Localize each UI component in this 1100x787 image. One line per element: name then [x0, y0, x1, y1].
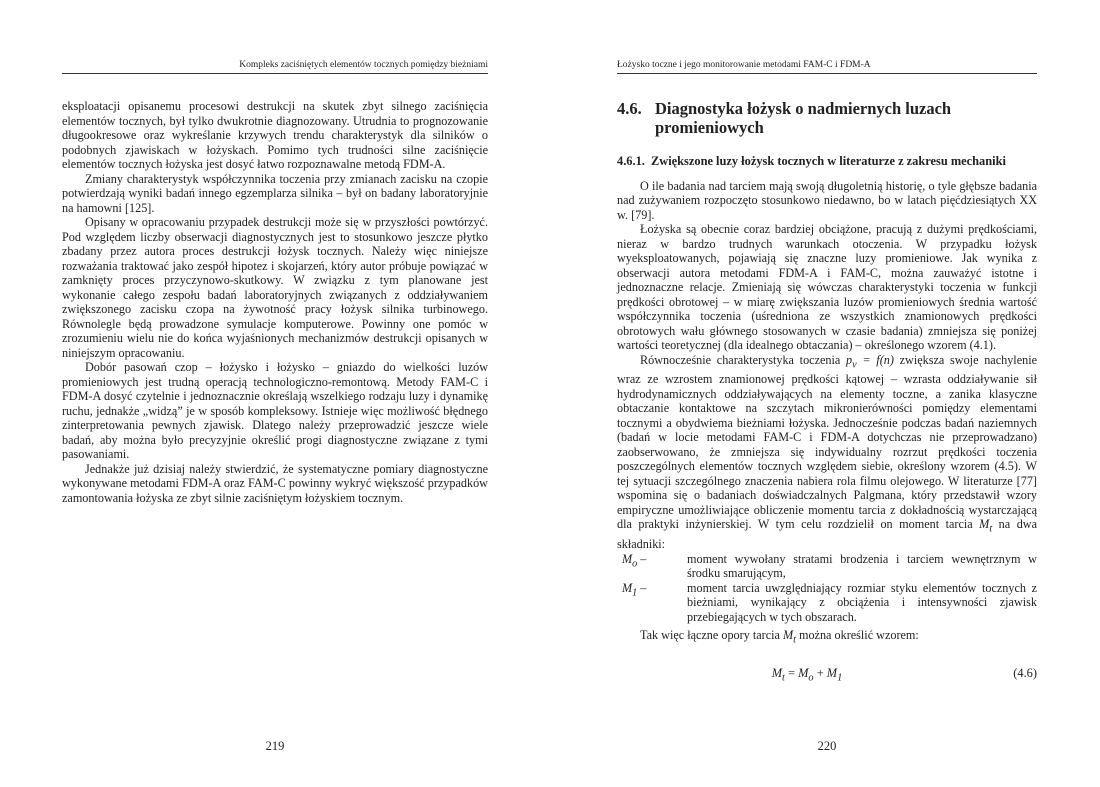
- definition-item: $M_o$ – moment wywołany stratami brodzenia i tarciem wewnętrznym w środku smarującym,: [622, 551, 1037, 581]
- subsection-title: Zwiększone luzy łożysk tocznych w literaturze z zakresu mechaniki: [651, 154, 1006, 168]
- paragraph: Dobór pasowań czop – łożysko i łożysko – gniazdo do wielkości luzów promieniowych jest trudną operacją technologiczno-remontową. Metody FAM-C i FDM-A dosyć czytelnie i jednoznacznie określają wszelkiego rodzaju luzy i dynamikę ruchu, jednakże „widzą” je w sposób kompleksowy. Istnieje więc możliwość błędnego zinterpretowania pewnych zjawisk. Dlatego należy przeprowadzić jeszcze wiele badań, aby można było precyzyjnie określić progi diagnostyczne związane z tymi pasowaniami.: [62, 360, 488, 461]
- paragraph: O ile badania nad tarciem mają swoją długoletnią historię, o tyle głębsze badania nad zużywaniem rozpoczęto stosunkowo niedawno, bo w latach pięćdziesiątych XX w. [79].: [617, 178, 1037, 222]
- subsection-heading: [617, 154, 1037, 169]
- equation: [617, 666, 1037, 685]
- running-header-right: Łożysko toczne i jego monitorowanie metodami FAM-C i FDM-A: [617, 60, 1037, 74]
- formula-pv: $p_v = f(n)$: [846, 352, 894, 370]
- section-title: Diagnostyka łożysk o nadmiernych luzach promieniowych: [655, 99, 952, 137]
- left-page: [62, 0, 488, 787]
- paragraph: Równocześnie charakterystyka toczenia $p_v = f(n)$ zwiększa swoje nachylenie wraz ze wzrostem znamionowej prędkości kątowej – wzrasta oddziaływanie sił hydrodynamicznych oddziaływających na elementy toczne, a zanika klasyczne obtaczanie kontaktowe na szczytach mikronierówności pomiędzy elementami tocznymi a obydwiema bieżniami łożyska. Jednocześnie podczas badań naziemnych (badań w locie metodami FAM-C i FDM-A dotychczas nie przeprowadzano) zaobserwowano, że zmniejsza się indywidualny rozrzut prędkości toczenia poszczególnych elementów tocznych względem siebie, określony wzorem (4.5). W tej sytuacji szczególnego znaczenia nabiera rola filmu olejowego. W literaturze [77] wspomina się o badaniach doświadczalnych Palgmana, który przedstawił wzory empiryczne umożliwiające obliczenie momentu tarcia z dokładnością wystarczającą dla praktyki inżynierskiej. W tym celu rozdzielił on moment tarcia $M_t$ na dwa składniki:: [617, 352, 1037, 552]
- definition-item: $M_1$ – moment tarcia uwzględniający rozmiar styku elementów tocznych z bieżniami, wynikający z obciążenia i intensywności zjawisk przebiegających w tych obszarach.: [622, 580, 1037, 624]
- section-heading: [617, 99, 1037, 137]
- paragraph: Jednakże już dzisiaj należy stwierdzić, że systematyczne pomiary diagnostyczne wykonywane metodami FDM-A oraz FAM-C powinny wykryć większość przypadków zamontowania łożyska ze zbyt silnie zaciśniętym łożyskiem tocznym.: [62, 461, 488, 505]
- right-page-body: [617, 99, 1037, 686]
- definition-list: [617, 552, 1037, 625]
- equation-number: (4.6): [1013, 666, 1037, 681]
- equation-formula: $M_t = M_o + M_1$: [771, 666, 843, 684]
- symbol-mt: $M_t$: [979, 517, 993, 535]
- paragraph: Zmiany charakterystyk współczynnika toczenia przy zmianach zacisku na czopie potwierdzają wyniki badań innego egzemplarza silnika – był on badany laboratoryjnie na hamowni [125].: [62, 171, 488, 215]
- paragraph: eksploatacji opisanemu procesowi destrukcji na skutek zbyt silnego zaciśnięcia elementów tocznych, był tylko dwukrotnie diagnozowany. Utrudnia to prognozowanie długookresowe oraz wykreślanie krzywych trendu charakterystyk dla silników o podobnych zjawiskach w łożyskach. Pomimo tych trudności silne zaciśnięcie elementów tocznych łożyska jest dosyć łatwo rozpoznawalne metodą FDM-A.: [62, 99, 488, 171]
- page-number-left: 219: [265, 739, 285, 753]
- page-number-right: 220: [817, 739, 837, 753]
- section-number: 4.6.: [617, 99, 642, 118]
- paragraph: Tak więc łączne opory tarcia $M_t$ można określić wzorem:: [640, 628, 919, 646]
- paragraph: Łożyska są obecnie coraz bardziej obciążone, pracują z dużymi prędkościami, nieraz w bardzo trudnych warunkach otoczenia. W przypadku łożysk wyeksploatowanych, pojawiają się znaczne luzy promieniowe. Jak wynika z obserwacji autora metodami FDM-A i FAM-C, można zauważyć istotne i jednoznaczne relacje. Zmieniają się wówczas charakterystyki toczenia w funkcji prędkości obrotowej – w miarę zwiększania luzów promieniowych średnia wartość współczynnika toczenia (uśredniona ze wszystkich znamionowych prędkości obrotowych wału głównego stosowanych w czasie badania) zmniejsza się poniżej wartości teoretycznej (dla idealnego obtaczania) – określonego wzorem (4.1).: [617, 222, 1037, 352]
- symbol-mt: $M_t$: [782, 628, 796, 646]
- paragraph: Opisany w opracowaniu przypadek destrukcji może się w przyszłości powtórzyć. Pod względem liczby obserwacji diagnostycznych jest to stosunkowo jeszcze płytko zbadany przez autora proces destrukcji łożysk tocznych. Należy więc niniejsze rozważania traktować jako zespół hipotez i skojarzeń, który autor próbuje powiązać w zamknięty proces przyczynowo-skutkowy. W związku z tym planowane jest wykonanie całego zespołu badań laboratoryjnych związanych z oddziaływaniem zwiększonego zacisku czopa na żywotność pracy łożysk silnika turbinowego. Równolegle będą prowadzone symulacje komputerowe. Powinny one pomóc w zrozumieniu wielu nie do końca wyjaśnionych mechanizmów destrukcji opisanych w niniejszym opracowaniu.: [62, 215, 488, 360]
- running-header-left: Kompleks zaciśniętych elementów tocznych pomiędzy bieżniami: [62, 60, 488, 74]
- right-page: [617, 0, 1037, 787]
- subsection-number: 4.6.1.: [617, 154, 645, 168]
- left-page-body: [62, 99, 488, 505]
